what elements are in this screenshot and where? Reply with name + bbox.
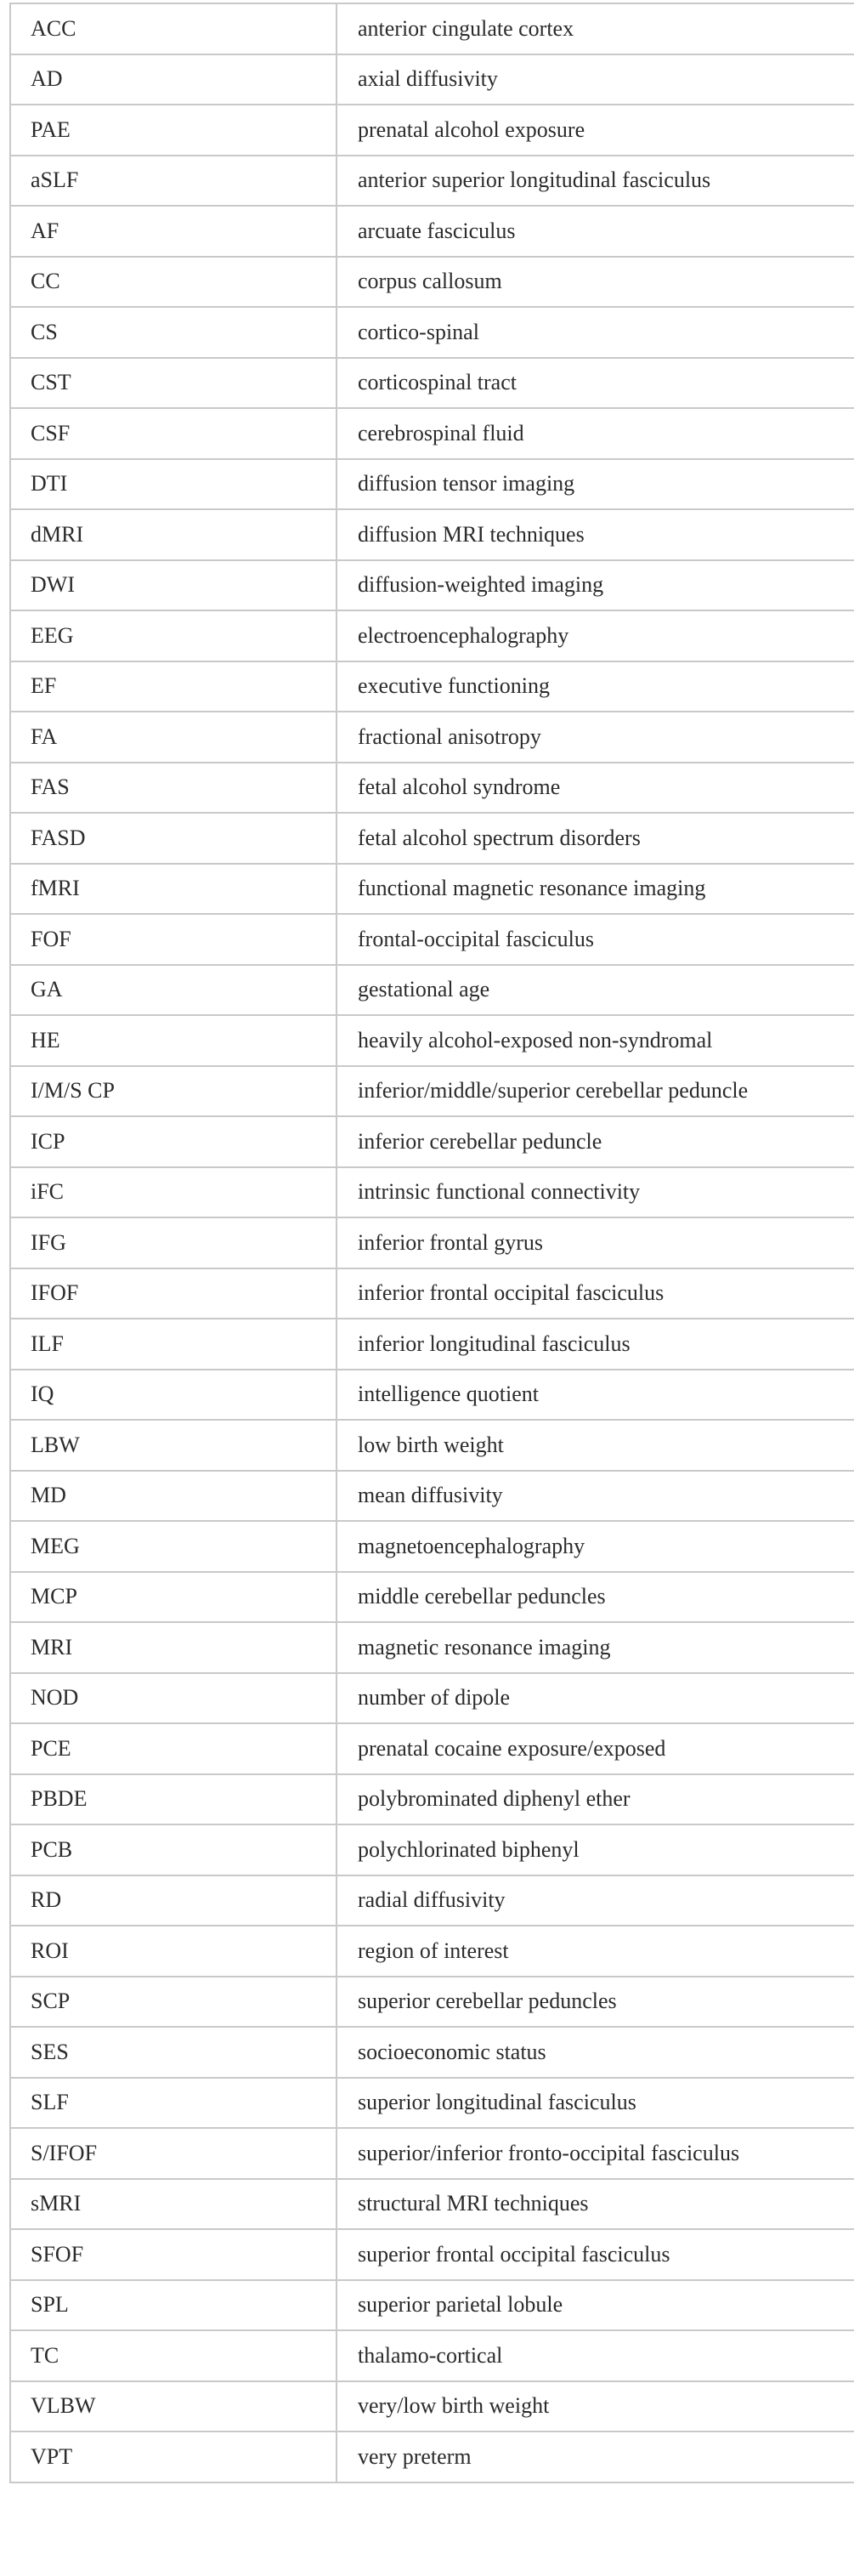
definition-cell: functional magnetic resonance imaging bbox=[337, 864, 854, 915]
definition-cell: superior frontal occipital fasciculus bbox=[337, 2229, 854, 2280]
table-row bbox=[10, 257, 854, 308]
definition-cell: region of interest bbox=[337, 1926, 854, 1977]
abbreviation-cell: AD bbox=[10, 54, 337, 105]
table-row bbox=[10, 1167, 854, 1218]
abbreviation-cell: SPL bbox=[10, 2280, 337, 2331]
abbreviations-table-body bbox=[10, 3, 854, 2482]
abbreviation-cell: IFOF bbox=[10, 1268, 337, 1319]
table-row bbox=[10, 1774, 854, 1825]
definition-cell: inferior longitudinal fasciculus bbox=[337, 1319, 854, 1370]
abbreviation-cell: iFC bbox=[10, 1167, 337, 1218]
abbreviation-cell: DTI bbox=[10, 459, 337, 510]
table-row bbox=[10, 813, 854, 864]
abbreviation-cell: ICP bbox=[10, 1116, 337, 1167]
table-row bbox=[10, 54, 854, 105]
definition-cell: corpus callosum bbox=[337, 257, 854, 308]
definition-cell: arcuate fasciculus bbox=[337, 206, 854, 257]
abbreviation-cell: IQ bbox=[10, 1370, 337, 1421]
abbreviation-cell: ACC bbox=[10, 3, 337, 54]
abbreviation-cell: MEG bbox=[10, 1521, 337, 1572]
abbreviation-cell: DWI bbox=[10, 560, 337, 611]
definition-cell: very preterm bbox=[337, 2431, 854, 2482]
abbreviation-cell: IFG bbox=[10, 1217, 337, 1268]
abbreviation-cell: SCP bbox=[10, 1977, 337, 2028]
definition-cell: fetal alcohol syndrome bbox=[337, 763, 854, 814]
table-row bbox=[10, 1116, 854, 1167]
abbreviation-cell: SFOF bbox=[10, 2229, 337, 2280]
table-row bbox=[10, 661, 854, 712]
table-row bbox=[10, 1875, 854, 1926]
abbreviation-cell: NOD bbox=[10, 1673, 337, 1724]
abbreviation-cell: PBDE bbox=[10, 1774, 337, 1825]
table-row bbox=[10, 2128, 854, 2179]
definition-cell: cortico-spinal bbox=[337, 307, 854, 358]
definition-cell: diffusion-weighted imaging bbox=[337, 560, 854, 611]
abbreviation-cell: TC bbox=[10, 2330, 337, 2381]
abbreviation-cell: CSF bbox=[10, 408, 337, 459]
table-row bbox=[10, 206, 854, 257]
definition-cell: cerebrospinal fluid bbox=[337, 408, 854, 459]
abbreviation-cell: PCB bbox=[10, 1824, 337, 1875]
definition-cell: structural MRI techniques bbox=[337, 2179, 854, 2230]
definition-cell: fractional anisotropy bbox=[337, 712, 854, 763]
abbreviation-cell: FA bbox=[10, 712, 337, 763]
table-row bbox=[10, 1015, 854, 1066]
abbreviation-cell: ROI bbox=[10, 1926, 337, 1977]
abbreviation-cell: FASD bbox=[10, 813, 337, 864]
abbreviation-cell: FAS bbox=[10, 763, 337, 814]
table-row bbox=[10, 2330, 854, 2381]
abbreviation-cell: PAE bbox=[10, 105, 337, 156]
table-row bbox=[10, 1217, 854, 1268]
table-row bbox=[10, 560, 854, 611]
abbreviation-cell: MCP bbox=[10, 1572, 337, 1623]
table-row bbox=[10, 408, 854, 459]
definition-cell: anterior cingulate cortex bbox=[337, 3, 854, 54]
abbreviations-table bbox=[9, 3, 854, 2483]
definition-cell: executive functioning bbox=[337, 661, 854, 712]
definition-cell: polychlorinated biphenyl bbox=[337, 1824, 854, 1875]
abbreviation-cell: ILF bbox=[10, 1319, 337, 1370]
abbreviation-cell: I/M/S CP bbox=[10, 1066, 337, 1117]
definition-cell: inferior frontal gyrus bbox=[337, 1217, 854, 1268]
abbreviation-cell: CS bbox=[10, 307, 337, 358]
definition-cell: fetal alcohol spectrum disorders bbox=[337, 813, 854, 864]
definition-cell: low birth weight bbox=[337, 1420, 854, 1471]
definition-cell: very/low birth weight bbox=[337, 2381, 854, 2432]
definition-cell: superior longitudinal fasciculus bbox=[337, 2078, 854, 2129]
definition-cell: radial diffusivity bbox=[337, 1875, 854, 1926]
table-row bbox=[10, 105, 854, 156]
table-row bbox=[10, 1673, 854, 1724]
table-row bbox=[10, 1471, 854, 1522]
table-row bbox=[10, 1521, 854, 1572]
table-row bbox=[10, 1420, 854, 1471]
definition-cell: inferior frontal occipital fasciculus bbox=[337, 1268, 854, 1319]
abbreviation-cell: RD bbox=[10, 1875, 337, 1926]
abbreviation-cell: aSLF bbox=[10, 156, 337, 207]
definition-cell: magnetoencephalography bbox=[337, 1521, 854, 1572]
definition-cell: intelligence quotient bbox=[337, 1370, 854, 1421]
definition-cell: intrinsic functional connectivity bbox=[337, 1167, 854, 1218]
definition-cell: thalamo-cortical bbox=[337, 2330, 854, 2381]
definition-cell: mean diffusivity bbox=[337, 1471, 854, 1522]
table-row bbox=[10, 1723, 854, 1774]
definition-cell: middle cerebellar peduncles bbox=[337, 1572, 854, 1623]
definition-cell: anterior superior longitudinal fasciculus bbox=[337, 156, 854, 207]
abbreviation-cell: LBW bbox=[10, 1420, 337, 1471]
definition-cell: heavily alcohol-exposed non-syndromal bbox=[337, 1015, 854, 1066]
abbreviation-cell: GA bbox=[10, 965, 337, 1016]
abbreviation-cell: FOF bbox=[10, 914, 337, 965]
table-row bbox=[10, 610, 854, 661]
abbreviation-cell: HE bbox=[10, 1015, 337, 1066]
definition-cell: socioeconomic status bbox=[337, 2027, 854, 2078]
table-row bbox=[10, 2229, 854, 2280]
definition-cell: frontal-occipital fasciculus bbox=[337, 914, 854, 965]
abbreviation-cell: EEG bbox=[10, 610, 337, 661]
table-row bbox=[10, 1977, 854, 2028]
definition-cell: prenatal cocaine exposure/exposed bbox=[337, 1723, 854, 1774]
abbreviation-cell: S/IFOF bbox=[10, 2128, 337, 2179]
table-row bbox=[10, 965, 854, 1016]
definition-cell: prenatal alcohol exposure bbox=[337, 105, 854, 156]
abbreviation-cell: MRI bbox=[10, 1622, 337, 1673]
definition-cell: electroencephalography bbox=[337, 610, 854, 661]
table-row bbox=[10, 307, 854, 358]
definition-cell: inferior cerebellar peduncle bbox=[337, 1116, 854, 1167]
table-row bbox=[10, 2179, 854, 2230]
definition-cell: superior/inferior fronto-occipital fasciculus bbox=[337, 2128, 854, 2179]
table-row bbox=[10, 2027, 854, 2078]
abbreviation-cell: EF bbox=[10, 661, 337, 712]
table-row bbox=[10, 1622, 854, 1673]
table-row bbox=[10, 1824, 854, 1875]
abbreviation-cell: AF bbox=[10, 206, 337, 257]
table-row bbox=[10, 509, 854, 560]
definition-cell: magnetic resonance imaging bbox=[337, 1622, 854, 1673]
definition-cell: number of dipole bbox=[337, 1673, 854, 1724]
definition-cell: diffusion tensor imaging bbox=[337, 459, 854, 510]
table-row bbox=[10, 763, 854, 814]
definition-cell: diffusion MRI techniques bbox=[337, 509, 854, 560]
table-row bbox=[10, 1370, 854, 1421]
table-row bbox=[10, 1572, 854, 1623]
table-row bbox=[10, 712, 854, 763]
table-row bbox=[10, 1268, 854, 1319]
table-row bbox=[10, 358, 854, 409]
abbreviation-cell: PCE bbox=[10, 1723, 337, 1774]
table-row bbox=[10, 1066, 854, 1117]
definition-cell: polybrominated diphenyl ether bbox=[337, 1774, 854, 1825]
abbreviation-cell: CC bbox=[10, 257, 337, 308]
table-row bbox=[10, 1319, 854, 1370]
table-row bbox=[10, 459, 854, 510]
table-row bbox=[10, 1926, 854, 1977]
definition-cell: axial diffusivity bbox=[337, 54, 854, 105]
table-row bbox=[10, 2078, 854, 2129]
definition-cell: superior cerebellar peduncles bbox=[337, 1977, 854, 2028]
abbreviation-cell: SES bbox=[10, 2027, 337, 2078]
abbreviation-cell: MD bbox=[10, 1471, 337, 1522]
definition-cell: inferior/middle/superior cerebellar peduncle bbox=[337, 1066, 854, 1117]
abbreviation-cell: SLF bbox=[10, 2078, 337, 2129]
abbreviation-cell: VLBW bbox=[10, 2381, 337, 2432]
definition-cell: superior parietal lobule bbox=[337, 2280, 854, 2331]
table-row bbox=[10, 914, 854, 965]
definition-cell: corticospinal tract bbox=[337, 358, 854, 409]
table-row bbox=[10, 2381, 854, 2432]
table-row bbox=[10, 2280, 854, 2331]
table-row bbox=[10, 156, 854, 207]
abbreviation-cell: CST bbox=[10, 358, 337, 409]
abbreviation-cell: dMRI bbox=[10, 509, 337, 560]
abbreviation-cell: sMRI bbox=[10, 2179, 337, 2230]
abbreviation-cell: VPT bbox=[10, 2431, 337, 2482]
table-row bbox=[10, 864, 854, 915]
table-row bbox=[10, 2431, 854, 2482]
table-row bbox=[10, 3, 854, 54]
abbreviation-cell: fMRI bbox=[10, 864, 337, 915]
definition-cell: gestational age bbox=[337, 965, 854, 1016]
